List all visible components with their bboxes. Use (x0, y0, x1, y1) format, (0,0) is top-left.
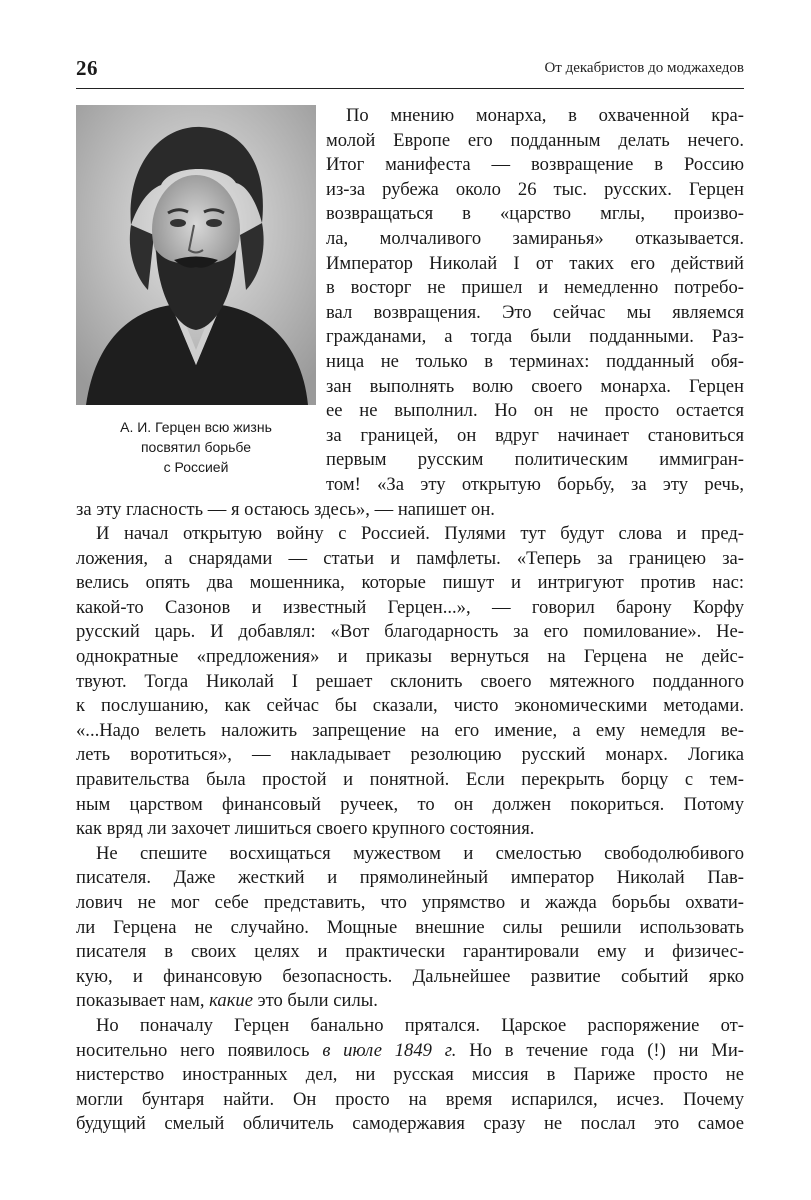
text-line: возвращаться в «царство мглы, произво- (326, 203, 744, 225)
text-line: за границей, он вдруг начинает становиться (326, 424, 744, 446)
text-line: молой Европе его подданным делать нечего. (326, 129, 744, 151)
text-line: зан выполнять волю своего монарха. Герцен (326, 375, 744, 397)
text-line: лович не мог себе представить, что упрямство и жажда борьбы охвати- (76, 892, 744, 913)
page-number: 26 (76, 56, 98, 80)
text-line: писателя. Даже жесткий и прямолинейный император Николай Пав- (76, 867, 744, 889)
text-line: нистерство иностранных дел, ни русская миссия в Париже просто не (76, 1064, 744, 1086)
text-line: писателя в своих целях и практически гарантировали ему и физичес- (76, 941, 744, 963)
running-title: От декабристов до моджахедов (544, 60, 744, 76)
text-fragment: носительно него появилось (76, 1039, 323, 1061)
text-line: ложения, а снарядами — статьи и памфлеты. «Теперь за границею за- (76, 547, 744, 569)
text-line: первым русским политическим иммигран- (326, 449, 744, 471)
text-line: правительства была простой и понятной. Если перекрыть борцу с тем- (76, 769, 744, 791)
text-line: кую, и финансовую безопасность. Дальнейшее развитие событий ярко (76, 965, 744, 987)
emphasis: какие (209, 990, 253, 1012)
text-line: ница не только в терминах: подданный обя- (326, 350, 744, 372)
text-line: Но поначалу Герцен банально прятался. Царское распоряжение от- (96, 1014, 744, 1036)
text-line: «...Надо велеть наложить запрещение на его имение, а ему немедля ве- (76, 719, 744, 741)
caption-line: А. И. Герцен всю жизнь (120, 419, 272, 435)
text-line: ным царством финансовый ручеек, то он должен покориться. Потому (76, 793, 744, 815)
text-line: леть воротиться», — накладывает резолюцию русский монарх. Логика (76, 744, 744, 766)
text-fragment: Но в течение года (!) ни Ми- (456, 1039, 744, 1061)
text-line: какой-то Сазонов и известный Герцен...», — говорил барону Корфу (76, 596, 744, 618)
emphasis: в июле 1849 г. (322, 1039, 457, 1061)
text-line: Итог манифеста — возвращение в Россию (326, 154, 744, 176)
text-line: твуют. Тогда Николай I решает склонить своего мятежного подданного (76, 670, 744, 692)
text-line: русский царь. И добавлял: «Вот благодарность за его помилование». Не- (76, 621, 744, 643)
text-fragment: это были силы. (252, 990, 378, 1012)
text-line: за эту гласность — я остаюсь здесь», — напишет он. (76, 498, 495, 520)
text-fragment: показывает нам, (76, 990, 210, 1012)
text-line: к послушанию, как сейчас бы сказали, чисто экономическими методами. (76, 695, 744, 717)
text-line (76, 989, 744, 1014)
text-line: Не спешите восхищаться мужеством и смелостью свободолюбивого (96, 842, 744, 864)
text-line: однократные «предложения» и приказы вернуться на Герцена не дейс- (76, 646, 744, 668)
text-line: гражданами, а тогда были подданными. Раз- (326, 326, 744, 348)
text-line: ли Герцена не случайно. Мощные внешние силы решили использовать (76, 916, 744, 938)
text-line: ла, молчаливого замиранья» отказывается. (326, 227, 744, 249)
text-line (76, 1039, 744, 1064)
text-line: ее не выполнил. Но он не просто остается (326, 400, 744, 422)
text-line: будущий смелый обличитель самодержавия сразу не послал это самое (76, 1113, 744, 1135)
text-line: вал возвращения. Это сейчас мы являемся (326, 301, 744, 323)
text-line: как вряд ли захочет лишиться своего крупного состояния. (76, 818, 535, 840)
text-line: велись опять два мошенника, которые пишут и интригуют против нас: (76, 572, 744, 594)
text-line: том! «За эту открытую борьбу, за эту речь, (326, 473, 744, 495)
text-line: могли бунтаря найти. Он просто на время испарился, исчез. Почему (76, 1088, 744, 1110)
caption-line: с Россией (163, 459, 229, 475)
text-line: И начал открытую войну с Россией. Пулями тут будут слова и пред- (96, 523, 744, 545)
caption-line: посвятил борьбе (140, 439, 252, 455)
text-line: из-за рубежа около 26 тыс. русских. Герцен (326, 178, 744, 200)
text-line: в восторг не пришел и немедленно потребо- (326, 277, 744, 299)
text-line: По мнению монарха, в охваченной кра- (346, 105, 744, 126)
running-header (76, 56, 744, 89)
text-line: Император Николай I от таких его действий (326, 252, 744, 274)
